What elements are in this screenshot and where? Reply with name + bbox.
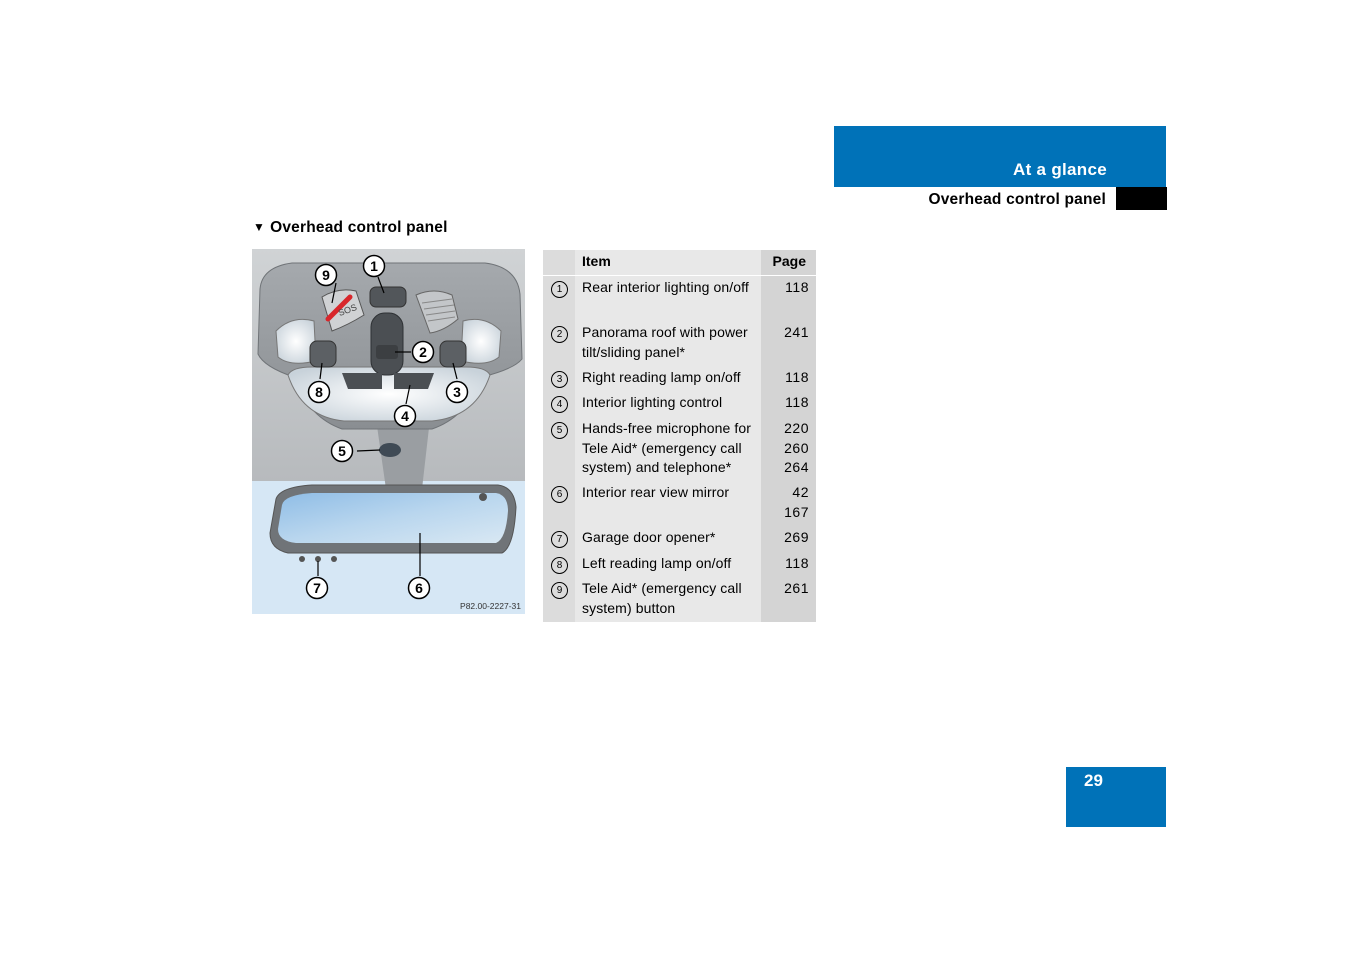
row-page: 118 [785,279,809,295]
callout-5: 5 [338,443,346,459]
row-page: 220 260 264 [784,420,809,475]
row-item: Right reading lamp on/off [582,369,741,385]
row-item: Interior rear view mirror [582,484,730,500]
row-number: 6 [551,486,568,503]
heading-text: Overhead control panel [270,219,448,236]
sos-label: SOS [336,302,359,319]
table-header [543,250,816,276]
callout-2: 2 [419,344,427,360]
chapter-tab [834,126,1166,187]
illustration-svg [252,249,525,614]
controls-table [543,250,816,622]
row-page: 241 [784,324,809,340]
row-item: Hands-free microphone for Tele Aid* (emergency call system) and telephone* [582,420,752,475]
callout-4: 4 [401,408,409,424]
row-page: 42 167 [784,484,809,520]
row-number: 1 [551,281,568,298]
callout-7: 7 [313,580,321,596]
row-page: 269 [784,529,809,545]
row-number: 2 [551,326,568,343]
section-title: Overhead control panel [928,191,1106,208]
row-item: Rear interior lighting on/off [582,279,749,295]
row-number: 7 [551,531,568,548]
header-item: Item [582,253,611,269]
callout-1: 1 [370,258,378,274]
row-page: 118 [785,555,809,571]
page-number: 29 [1084,771,1103,790]
row-number: 4 [551,396,568,413]
row-number: 3 [551,371,568,388]
figure-code: P82.00-2227-31 [460,601,521,611]
callout-3: 3 [453,384,461,400]
callout-6: 6 [415,580,423,596]
header-page: Page [772,253,806,269]
section-marker [1116,187,1167,210]
row-item: Interior lighting control [582,394,723,410]
row-item: Left reading lamp on/off [582,555,732,571]
chapter-title: At a glance [1013,160,1107,179]
row-item: Tele Aid* (emergency call system) button [582,580,742,616]
triangle-down-icon: ▼ [253,220,266,234]
row-page: 261 [784,580,809,596]
page-number-tab [1066,767,1166,827]
overhead-panel-illustration [252,249,525,614]
section-heading [253,219,448,237]
row-number: 5 [551,422,568,439]
row-number: 9 [551,582,568,599]
row-page: 118 [785,369,809,385]
row-item: Panorama roof with power tilt/sliding panel* [582,324,748,360]
row-number: 8 [551,557,568,574]
row-page: 118 [785,394,809,410]
row-item: Garage door opener* [582,529,716,545]
callout-8: 8 [315,384,323,400]
callout-9: 9 [322,267,330,283]
